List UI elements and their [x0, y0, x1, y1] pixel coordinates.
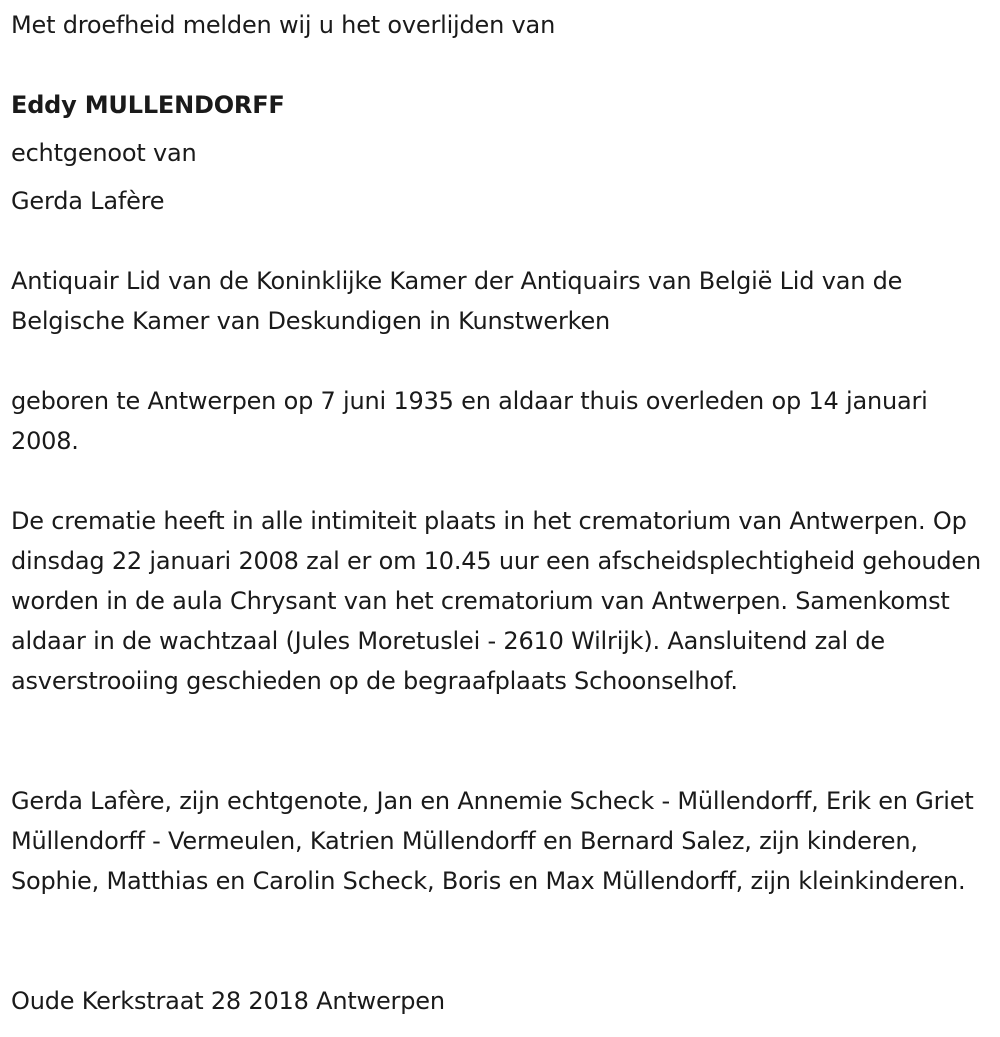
- spouse-name: Gerda Lafère: [11, 187, 165, 215]
- relation-label: echtgenoot van: [11, 139, 197, 167]
- birth-death-paragraph: geboren te Antwerpen op 7 juni 1935 en aldaar thuis overleden op 14 januari 2008.: [11, 387, 928, 455]
- family-paragraph: Gerda Lafère, zijn echtgenote, Jan en Annemie Scheck - Müllendorff, Erik en Griet Müllendorff - Vermeulen, Katrien Müllendorff en Bernard Salez, zijn kinderen, Sophie, Matthias en Carolin Scheck, Boris en Max Müllendorff, zijn kleinkinderen.: [11, 787, 974, 895]
- ceremony-paragraph: De crematie heeft in alle intimiteit plaats in het crematorium van Antwerpen. Op dinsdag 22 januari 2008 zal er om 10.45 uur een afscheidsplechtigheid gehouden worden in de aula Chrysant van het crematorium van Antwerpen. Samenkomst aldaar in de wachtzaal (Jules Moretuslei - 2610 Wilrijk). Aansluitend zal de asverstrooiing geschieden op de begraafplaats Schoonselhof.: [11, 507, 981, 695]
- address-text: Oude Kerkstraat 28 2018 Antwerpen: [11, 987, 445, 1015]
- intro-text: Met droefheid melden wij u het overlijden van: [11, 11, 556, 39]
- profession-paragraph: Antiquair Lid van de Koninklijke Kamer der Antiquairs van België Lid van de Belgische Kamer van Deskundigen in Kunstwerken: [11, 267, 903, 335]
- deceased-name: Eddy MULLENDORFF: [11, 91, 285, 119]
